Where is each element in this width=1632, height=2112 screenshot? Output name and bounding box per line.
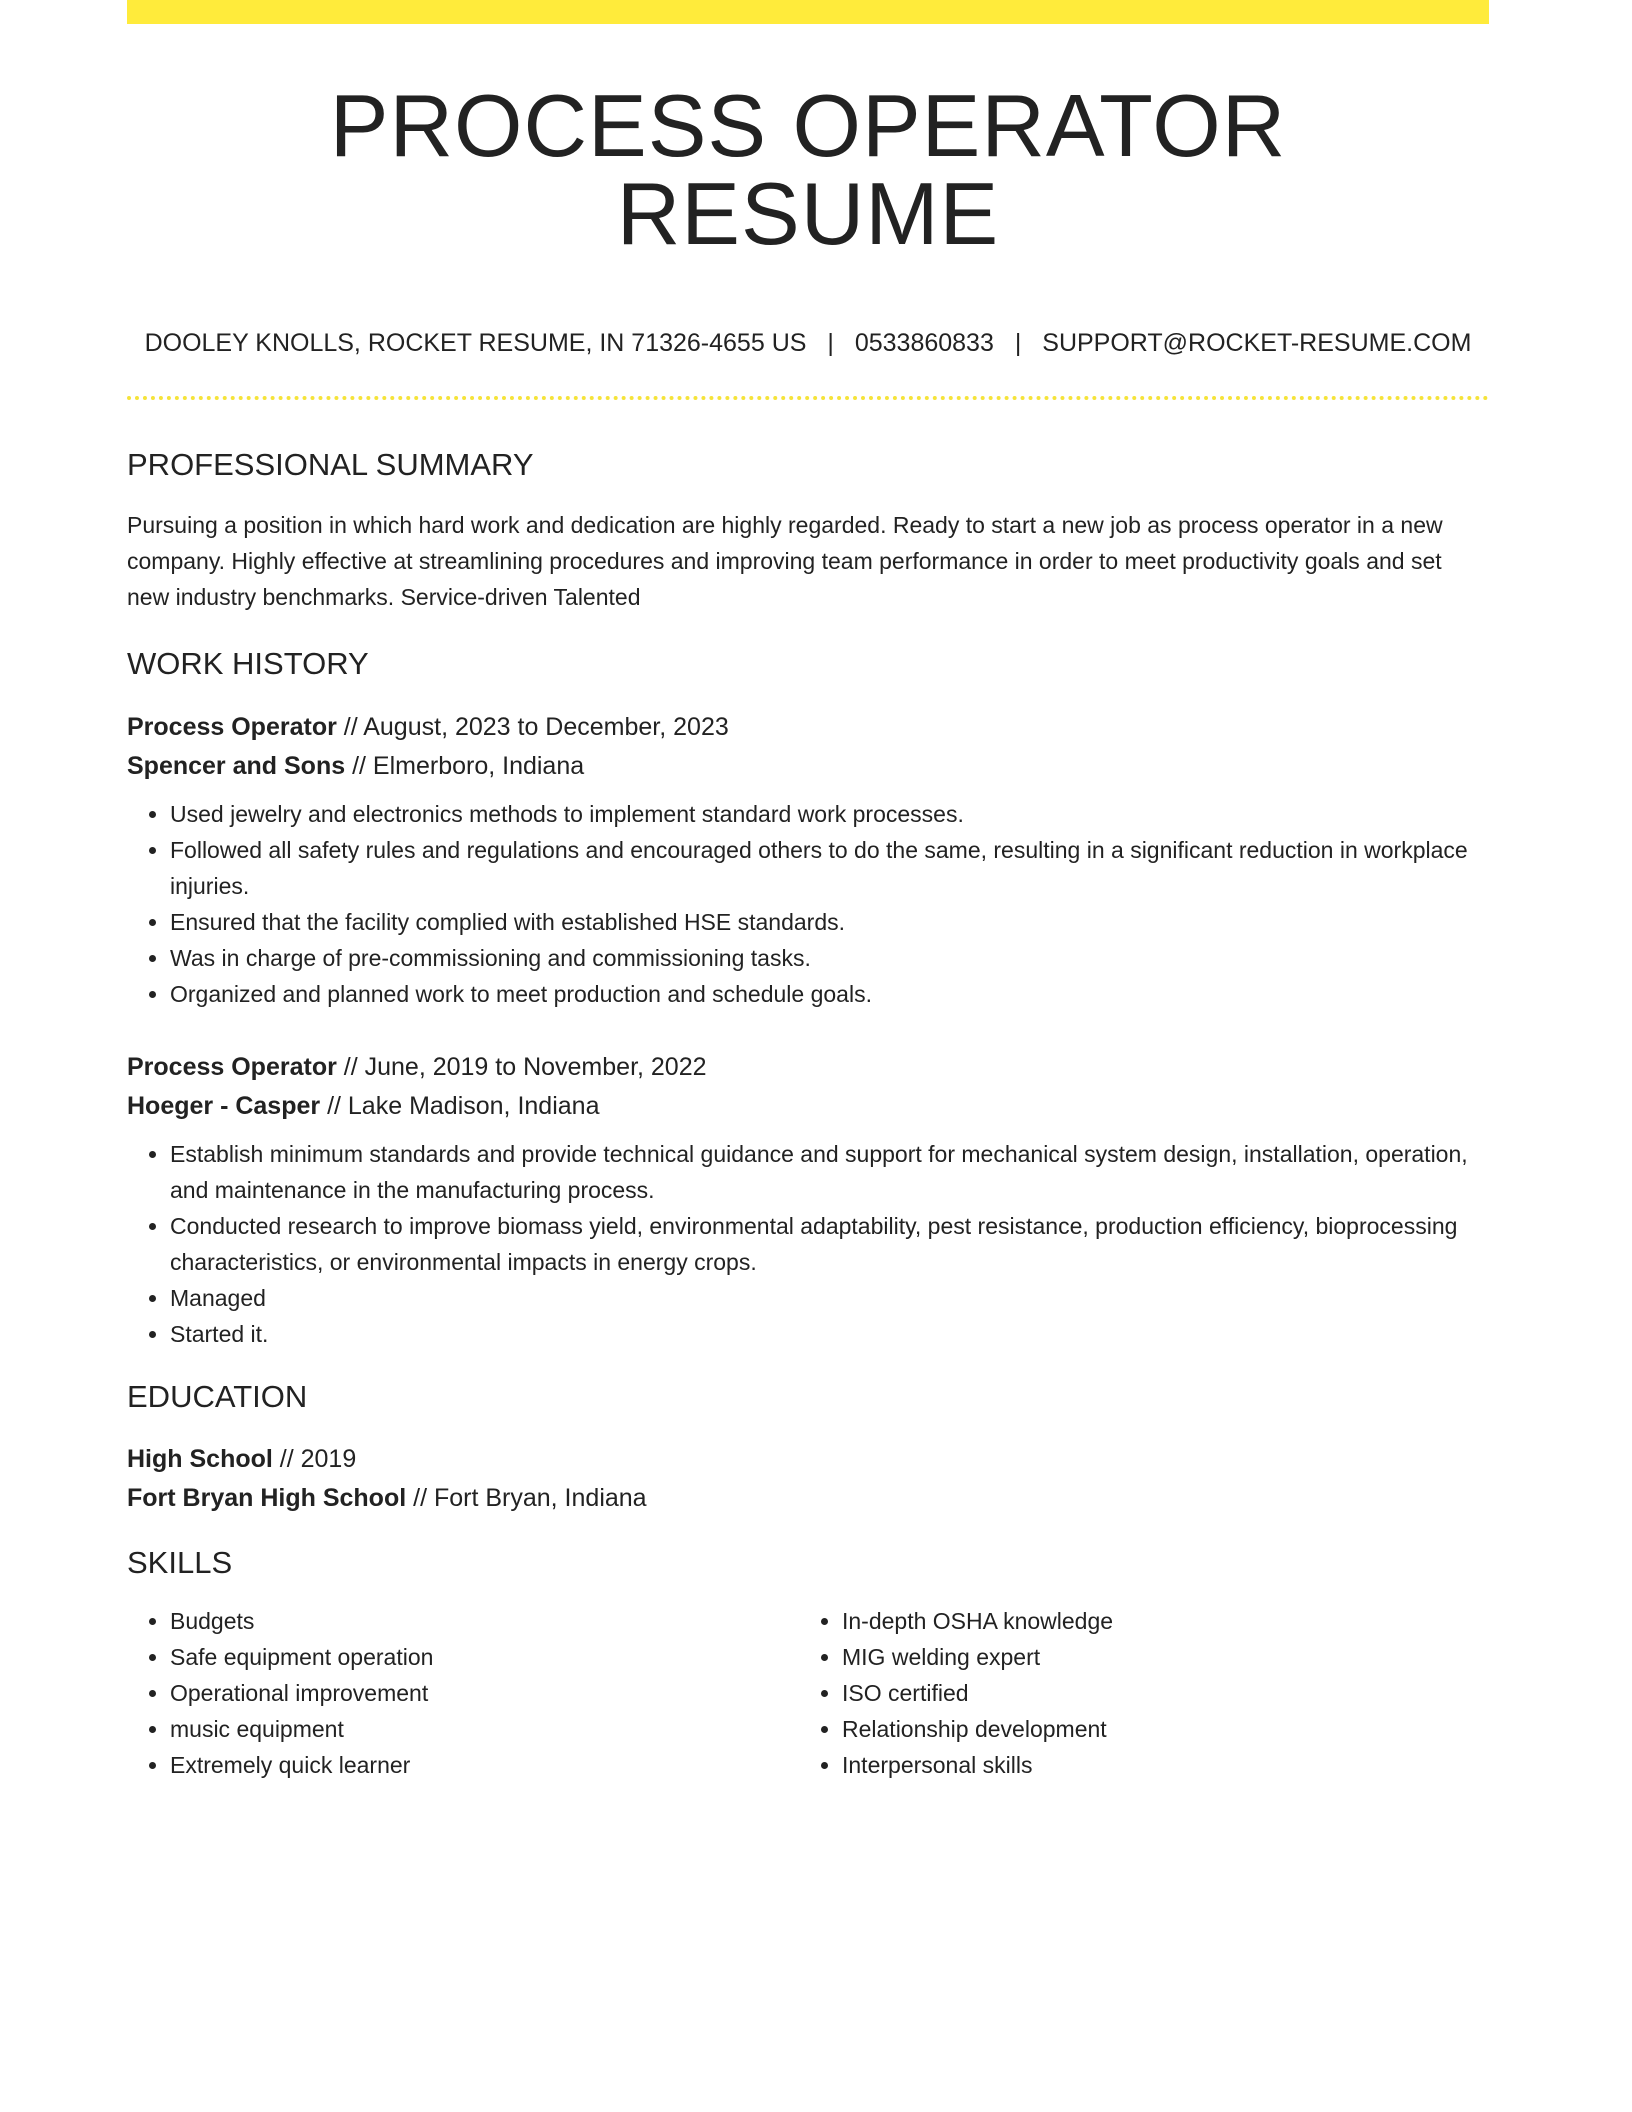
skill-item: • Interpersonal skills — [842, 1747, 1471, 1783]
skill-item: • music equipment — [170, 1711, 799, 1747]
job-entry — [127, 1048, 1489, 1352]
skill-item: • MIG welding expert — [842, 1639, 1471, 1675]
contact-email: SUPPORT@ROCKET-RESUME.COM — [1042, 329, 1472, 357]
education-degree: High School — [127, 1444, 273, 1473]
job-bullet: • Ensured that the facility complied with established HSE standards. — [170, 904, 1489, 940]
job-company-line — [127, 747, 1489, 786]
resume-page — [127, 0, 1489, 1783]
job-bullet: • Managed — [170, 1280, 1489, 1316]
job-location: // Elmerboro, Indiana — [345, 752, 585, 781]
dotted-divider — [127, 396, 1489, 400]
job-company: Hoeger - Casper — [127, 1092, 321, 1121]
education-heading: EDUCATION — [127, 1379, 308, 1415]
education-location: // Fort Bryan, Indiana — [406, 1483, 647, 1512]
skills-list-right — [799, 1603, 1471, 1783]
education-year: // 2019 — [272, 1444, 357, 1473]
skill-item: • Budgets — [170, 1603, 799, 1639]
skill-item: • Extremely quick learner — [170, 1747, 799, 1783]
job-dates: // August, 2023 to December, 2023 — [336, 713, 729, 742]
job-bullets — [127, 796, 1489, 1012]
job-bullet: • Organized and planned work to meet production and schedule goals. — [170, 976, 1489, 1012]
skill-item: • Relationship development — [842, 1711, 1471, 1747]
contact-separator: | — [1014, 329, 1022, 357]
contact-phone: 0533860833 — [854, 329, 994, 357]
job-bullet: • Started it. — [170, 1316, 1489, 1352]
job-bullets — [127, 1136, 1489, 1352]
summary-text: Pursuing a position in which hard work and dedication are highly regarded. Ready to start a new job as process operator in a new company. Highly effective at streamlining procedures and improving team performance in order to meet productivity goals and set new industry benchmarks. Service-driven Talented — [127, 512, 1443, 611]
contact-line — [127, 328, 1489, 358]
education-school: Fort Bryan High School — [127, 1483, 407, 1512]
job-location: // Lake Madison, Indiana — [320, 1092, 600, 1121]
contact-separator: | — [827, 329, 834, 357]
job-title-line — [127, 708, 1489, 747]
job-bullet: • Establish minimum standards and provide technical guidance and support for mechanical system design, installation, operation, and maintenance in the manufacturing process. — [170, 1136, 1489, 1208]
job-company: Spencer and Sons — [127, 752, 346, 781]
skill-item: • ISO certified — [842, 1675, 1471, 1711]
contact-address: DOOLEY KNOLLS, ROCKET RESUME, IN 71326-4655 US — [144, 329, 807, 357]
skills-heading: SKILLS — [127, 1544, 233, 1580]
education-entry — [127, 1440, 1489, 1518]
resume-title: PROCESS OPERATOR RESUME — [329, 76, 1287, 263]
skills-columns — [127, 1603, 1489, 1783]
job-title: Process Operator — [127, 713, 337, 742]
skills-list-left — [127, 1603, 799, 1783]
skill-item: • Safe equipment operation — [170, 1639, 799, 1675]
job-dates: // June, 2019 to November, 2022 — [336, 1053, 707, 1082]
summary-heading: PROFESSIONAL SUMMARY — [127, 447, 534, 482]
education-school-line — [127, 1479, 1489, 1518]
work-history-heading: WORK HISTORY — [127, 646, 369, 682]
job-company-line — [127, 1087, 1489, 1126]
job-entry — [127, 708, 1489, 1012]
job-title-line — [127, 1048, 1489, 1087]
job-bullet: • Conducted research to improve biomass yield, environmental adaptability, pest resistance, production efficiency, bioprocessing characteristics, or environmental impacts in energy crops. — [170, 1208, 1489, 1280]
accent-bar — [127, 0, 1489, 24]
education-degree-line — [127, 1440, 1489, 1479]
job-bullet: • Was in charge of pre-commissioning and commissioning tasks. — [170, 940, 1489, 976]
skill-item: • In-depth OSHA knowledge — [842, 1603, 1471, 1639]
job-bullet: • Used jewelry and electronics methods to implement standard work processes. — [170, 796, 1489, 832]
job-bullet: • Followed all safety rules and regulations and encouraged others to do the same, resulting in a significant reduction in workplace injuries. — [170, 832, 1489, 904]
job-title: Process Operator — [127, 1053, 337, 1082]
skill-item: • Operational improvement — [170, 1675, 799, 1711]
